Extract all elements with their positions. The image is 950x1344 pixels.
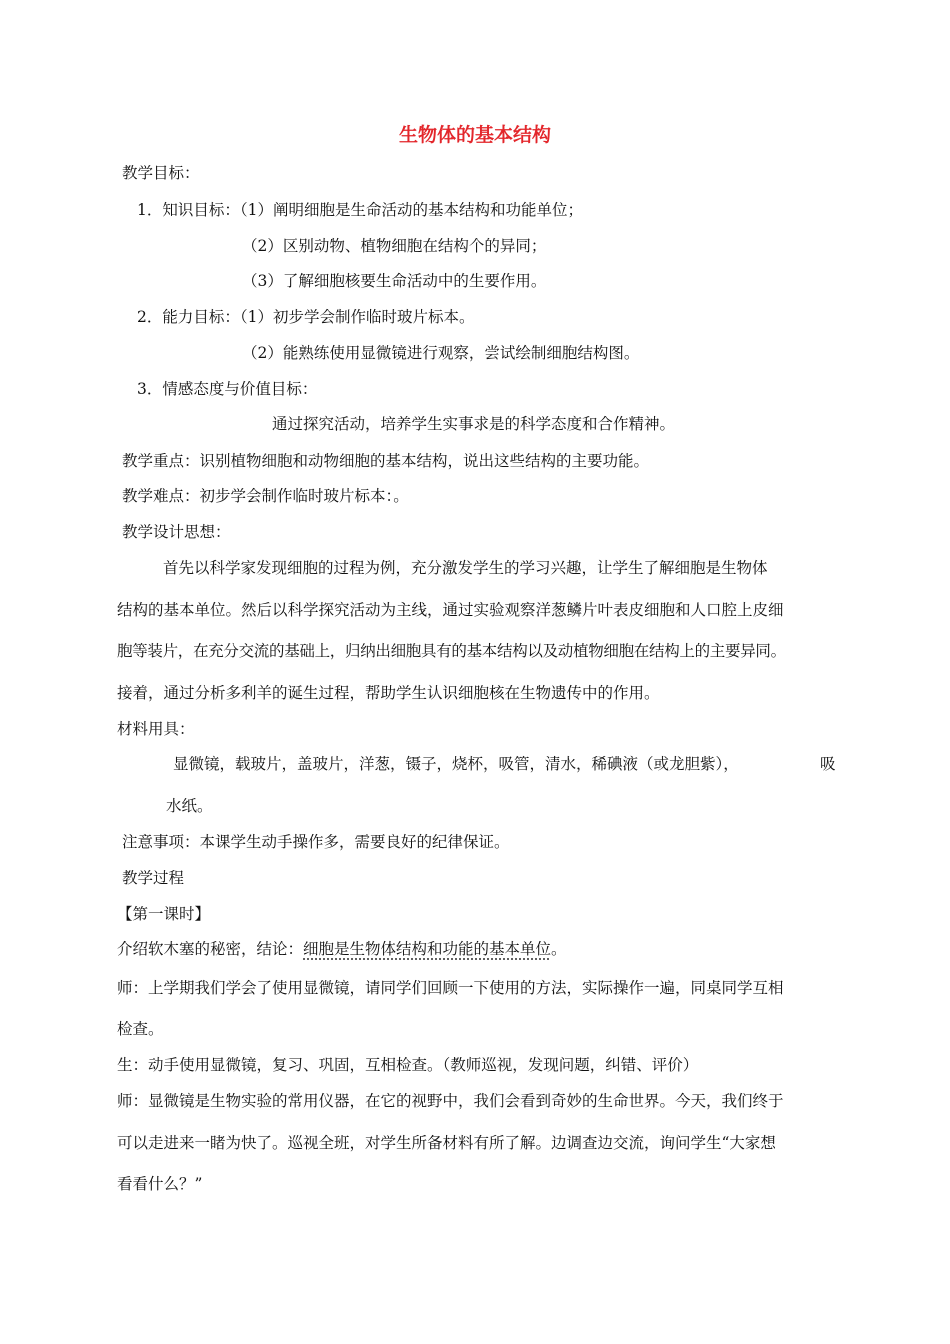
- materials-list-cont: 水纸。: [166, 797, 213, 815]
- design-paragraph-line: 首先以科学家发现细胞的过程为例，充分激发学生的学习兴趣，让学生了解细胞是生物体: [163, 559, 768, 577]
- page-title: 生物体的基本结构: [398, 124, 551, 146]
- lesson-heading: 【第一课时】: [117, 905, 211, 923]
- teacher-line: 看看什么？”: [117, 1175, 203, 1193]
- intro-line: [117, 939, 567, 959]
- objective-ability-2: （2）能熟练使用显微镜进行观察，尝试绘制细胞结构图。: [242, 344, 640, 362]
- objective-attitude-1: 通过探究活动，培养学生实事求是的科学态度和合作精神。: [272, 415, 676, 433]
- difficulties: 教学难点：初步学会制作临时玻片标本：。: [122, 487, 409, 505]
- teacher-line: 检查。: [117, 1020, 164, 1038]
- materials-list: 显微镜，载玻片，盖玻片，洋葱，镊子，烧杯，吸管，清水，稀碘液（或龙胆紫），: [173, 755, 739, 773]
- objective-knowledge-1: 1．知识目标：（1）阐明细胞是生命活动的基本结构和功能单位；: [137, 201, 583, 219]
- teacher-line: 师：显微镜是生物实验的常用仪器，在它的视野中，我们会看到奇妙的生命世界。今天，我们终于: [117, 1092, 784, 1110]
- teacher-line: 师：上学期我们学会了使用显微镜，请同学们回顾一下使用的方法，实际操作一遍，同桌同学互相: [117, 979, 784, 997]
- notes: 注意事项：本课学生动手操作多，需要良好的纪律保证。: [122, 833, 510, 851]
- design-heading: 教学设计思想：: [122, 523, 231, 541]
- intro-end: 。: [551, 940, 567, 958]
- objective-knowledge-3: （3）了解细胞核要生命活动中的生要作用。: [242, 272, 547, 290]
- intro-conclusion-emphasis: 细胞是生物体结构和功能的基本单位: [303, 940, 552, 958]
- objective-ability-1: 2．能力目标：（1）初步学会制作临时玻片标本。: [137, 308, 475, 326]
- design-paragraph-line: 结构的基本单位。然后以科学探究活动为主线，通过实验观察洋葱鳞片叶表皮细胞和人口腔上皮细: [117, 601, 784, 619]
- objective-knowledge-2: （2）区别动物、植物细胞在结构个的异同；: [242, 237, 547, 255]
- teacher-line: 可以走进来一睹为快了。巡视全班，对学生所备材料有所了解。边调查边交流，询问学生“大家想: [117, 1134, 776, 1152]
- design-paragraph-line: 接着，通过分析多利羊的诞生过程，帮助学生认识细胞核在生物遗传中的作用。: [117, 684, 660, 702]
- student-line: 生：动手使用显微镜，复习、巩固，互相检查。（教师巡视，发现问题，纠错、评价）: [117, 1056, 699, 1074]
- objectives-heading: 教学目标：: [122, 164, 200, 182]
- process-heading: 教学过程: [122, 869, 185, 887]
- objective-attitude-heading: 3．情感态度与价值目标：: [137, 380, 318, 398]
- intro-text: 介绍软木塞的秘密，结论：: [117, 940, 304, 958]
- materials-list-end: 吸: [820, 755, 836, 773]
- materials-heading: 材料用具：: [117, 720, 195, 738]
- design-paragraph-line: 胞等装片，在充分交流的基础上，归纳出细胞具有的基本结构以及动植物细胞在结构上的主要异同。: [117, 642, 786, 660]
- key-points: 教学重点：识别植物细胞和动物细胞的基本结构，说出这些结构的主要功能。: [122, 452, 650, 470]
